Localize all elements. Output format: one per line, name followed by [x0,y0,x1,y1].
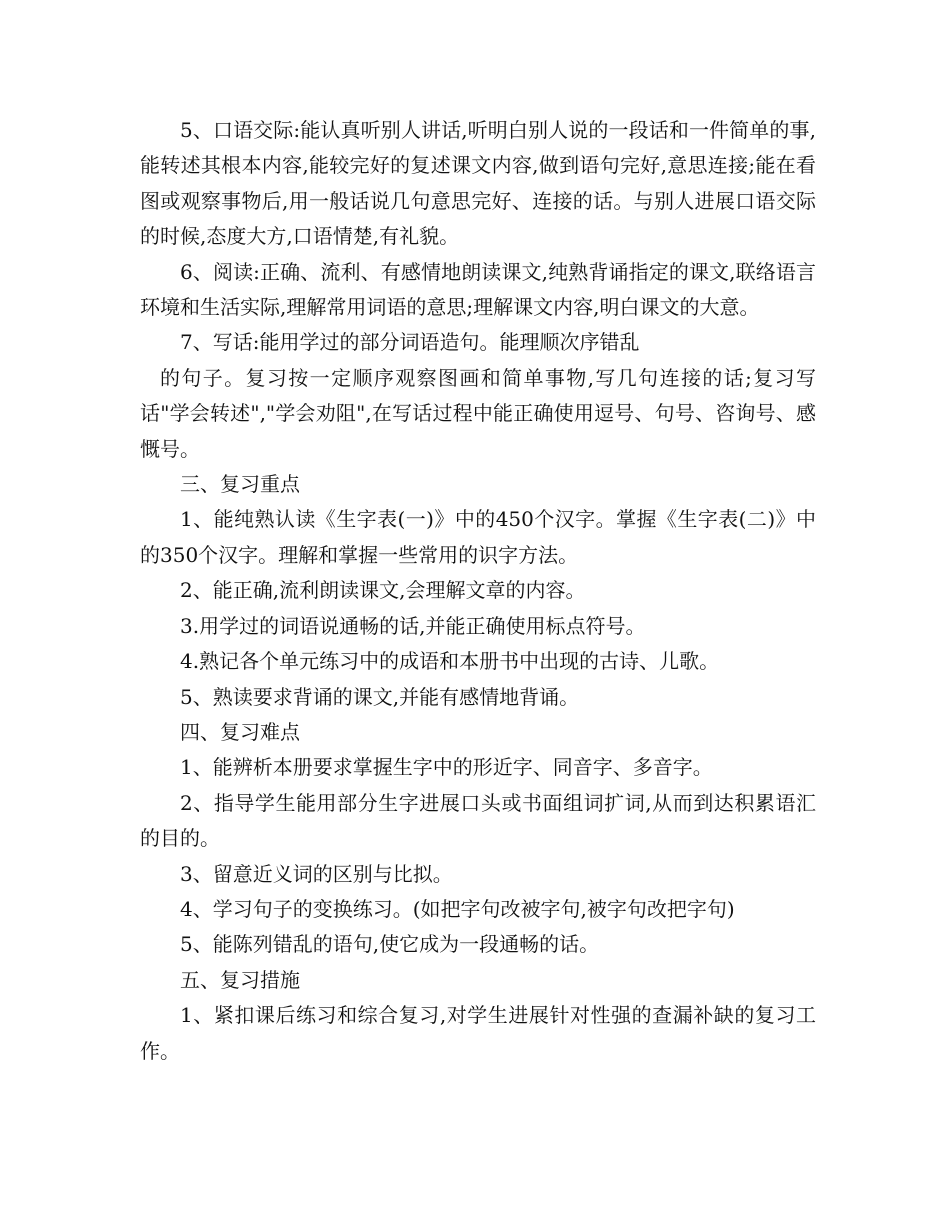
paragraph-writing: 7、写话:能用学过的部分词语造句。能理顺次序错乱 [180,330,640,355]
heading-review-focus: 三、复习重点 [180,472,300,497]
paragraph-writing-continued: 的句子。复习按一定顺序观察图画和简单事物,写几句连接的话;复习写话"学会转述","学会劝阻",在写话过程中能正确使用逗号、句号、咨询号、感慨号。 [140,365,816,461]
paragraph-reading: 6、阅读:正确、流利、有感情地朗读课文,纯熟背诵指定的课文,联络语言环境和生活实际,理解常用词语的意思;理解课文内容,明白课文的大意。 [140,259,816,320]
paragraph-focus-2: 2、能正确,流利朗读课文,会理解文章的内容。 [180,578,586,603]
paragraph-focus-3: 3.用学过的词语说通畅的话,并能正确使用标点符号。 [180,613,646,638]
paragraph-focus-5: 5、熟读要求背诵的课文,并能有感情地背诵。 [180,684,580,709]
paragraph-difficulty-4: 4、学习句子的变换练习。(如把字句改被字句,被字句改把字句) [180,896,735,921]
paragraph-oral-communication: 5、口语交际:能认真听别人讲话,听明白别人说的一段话和一件简单的事,能转述其根本内容,能较完好的复述课文内容,做到语句完好,意思连接;能在看图或观察事物后,用一般话说几句意思完好、连接的话。与别人进展口语交际的时候,态度大方,口语情楚,有礼貌。 [140,118,816,249]
paragraph-focus-4: 4.熟记各个单元练习中的成语和本册书中出现的古诗、儿歌。 [180,649,720,674]
paragraph-focus-1: 1、能纯熟认读《生字表(一)》中的450个汉字。掌握《生字表(二)》中的350个汉字。理解和掌握一些常用的识字方法。 [140,507,816,567]
heading-review-difficulties: 四、复习难点 [180,719,300,744]
paragraph-measure-1: 1、紧扣课后练习和综合复习,对学生进展针对性强的查漏补缺的复习工作。 [140,1003,816,1063]
heading-review-measures: 五、复习措施 [180,967,300,992]
paragraph-difficulty-3: 3、留意近义词的区别与比拟。 [180,861,453,886]
paragraph-difficulty-2: 2、指导学生能用部分生字进展口头或书面组词扩词,从而到达积累语汇的目的。 [140,790,816,851]
paragraph-difficulty-5: 5、能陈列错乱的语句,使它成为一段通畅的话。 [180,932,600,957]
paragraph-difficulty-1: 1、能辨析本册要求掌握生字中的形近字、同音字、多音字。 [180,755,713,780]
document-page [140,113,816,1069]
